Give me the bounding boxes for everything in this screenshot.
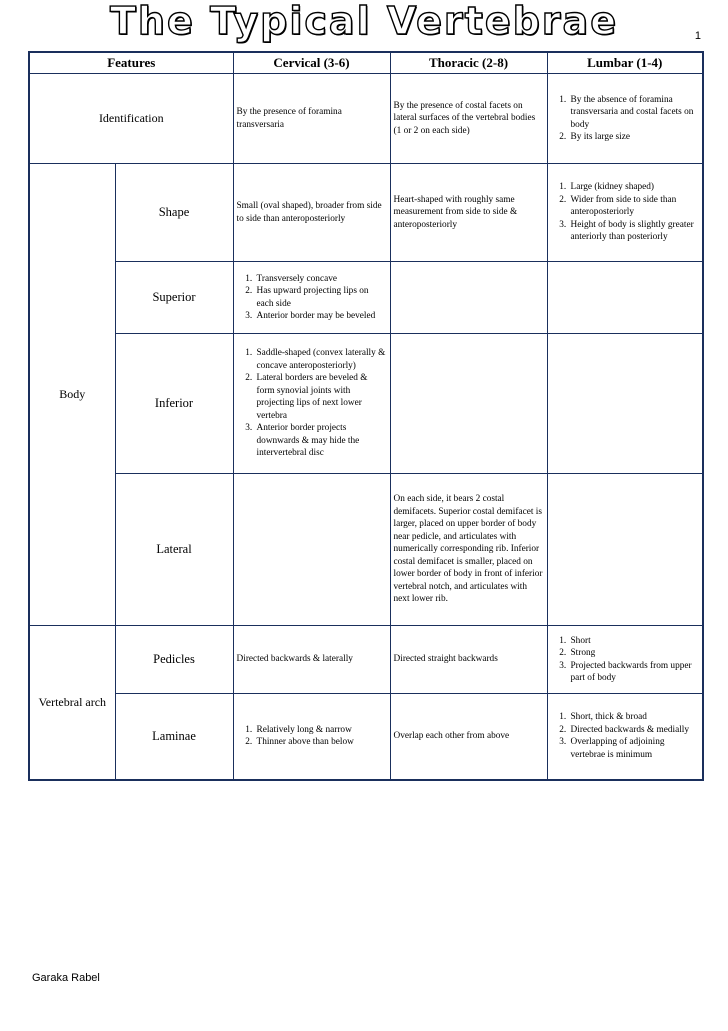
- shape-thoracic: Heart-shaped with roughly same measurement from side to side & anteroposteriorly: [390, 164, 547, 262]
- header-lumbar: Lumbar (1-4): [547, 52, 703, 74]
- body-label: Body: [29, 164, 115, 626]
- header-cervical: Cervical (3-6): [233, 52, 390, 74]
- list-item: 3. Anterior border may be beveled: [255, 310, 387, 323]
- pedicles-label: Pedicles: [115, 626, 233, 694]
- list-item: 1. Short: [569, 635, 700, 648]
- header-features: Features: [29, 52, 233, 74]
- list-item: 2. Lateral borders are beveled & form synovial joints with projecting lips of next lower vertebra: [255, 372, 387, 422]
- page-number: 1: [694, 30, 701, 42]
- identification-cervical: By the presence of foramina transversaria: [233, 74, 390, 164]
- pedicles-thoracic: Directed straight backwards: [390, 626, 547, 694]
- list-item: 2. Has upward projecting lips on each side: [255, 285, 387, 310]
- row-body-superior: [29, 262, 703, 334]
- header-thoracic: Thoracic (2-8): [390, 52, 547, 74]
- shape-lumbar: [547, 164, 703, 262]
- superior-cervical: [233, 262, 390, 334]
- list-item: 2. Strong: [569, 647, 700, 660]
- row-arch-laminae: [29, 694, 703, 780]
- list-item: 1. By the absence of foramina transversaria and costal facets on body: [569, 94, 700, 132]
- list-item: 2. Wider from side to side than anteroposteriorly: [569, 194, 700, 219]
- identification-thoracic: By the presence of costal facets on lateral surfaces of the vertebral bodies (1 or 2 on each side): [390, 74, 547, 164]
- identification-lumbar: [547, 74, 703, 164]
- inferior-lumbar: [547, 334, 703, 474]
- laminae-lumbar: [547, 694, 703, 780]
- lateral-thoracic: On each side, it bears 2 costal demifacets. Superior costal demifacet is larger, placed on upper border of body near pedicle, and articulates with numerically corresponding rib. Inferior costal demifacet is smaller, placed on lower border of body in front of inferior vertebral notch, and articulates with next lower rib.: [390, 474, 547, 626]
- superior-thoracic: [390, 262, 547, 334]
- page-title: The Typical Vertebrae: [110, 0, 618, 43]
- lateral-lumbar: [547, 474, 703, 626]
- inferior-cervical: [233, 334, 390, 474]
- superior-lumbar: [547, 262, 703, 334]
- list-item: 1. Saddle-shaped (convex laterally & concave anteroposteriorly): [255, 347, 387, 372]
- laminae-cervical: [233, 694, 390, 780]
- lateral-cervical: [233, 474, 390, 626]
- list-item: 2. Directed backwards & medially: [569, 724, 700, 737]
- footer-author: Garaka Rabel: [32, 972, 100, 984]
- list-item: 1. Large (kidney shaped): [569, 181, 700, 194]
- laminae-thoracic: Overlap each other from above: [390, 694, 547, 780]
- list-item: 2. Thinner above than below: [255, 736, 387, 749]
- header-row: [29, 52, 703, 74]
- list-item: 1. Relatively long & narrow: [255, 724, 387, 737]
- vertebrae-table: [28, 51, 704, 781]
- identification-label: Identification: [29, 74, 233, 164]
- laminae-label: Laminae: [115, 694, 233, 780]
- list-item: 3. Height of body is slightly greater anteriorly than posteriorly: [569, 219, 700, 244]
- superior-label: Superior: [115, 262, 233, 334]
- vertebral-arch-label: Vertebral arch: [29, 626, 115, 780]
- shape-cervical: Small (oval shaped), broader from side to side than anteroposteriorly: [233, 164, 390, 262]
- list-item: 1. Short, thick & broad: [569, 711, 700, 724]
- row-arch-pedicles: [29, 626, 703, 694]
- shape-label: Shape: [115, 164, 233, 262]
- pedicles-lumbar: [547, 626, 703, 694]
- inferior-label: Inferior: [115, 334, 233, 474]
- list-item: 3. Overlapping of adjoining vertebrae is minimum: [569, 736, 700, 761]
- list-item: 3. Projected backwards from upper part of body: [569, 660, 700, 685]
- pedicles-cervical: Directed backwards & laterally: [233, 626, 390, 694]
- row-identification: [29, 74, 703, 164]
- inferior-thoracic: [390, 334, 547, 474]
- row-body-shape: [29, 164, 703, 262]
- row-body-lateral: [29, 474, 703, 626]
- row-body-inferior: [29, 334, 703, 474]
- list-item: 1. Transversely concave: [255, 273, 387, 286]
- list-item: 3. Anterior border projects downwards & may hide the intervertebral disc: [255, 422, 387, 460]
- list-item: 2. By its large size: [569, 131, 700, 144]
- lateral-label: Lateral: [115, 474, 233, 626]
